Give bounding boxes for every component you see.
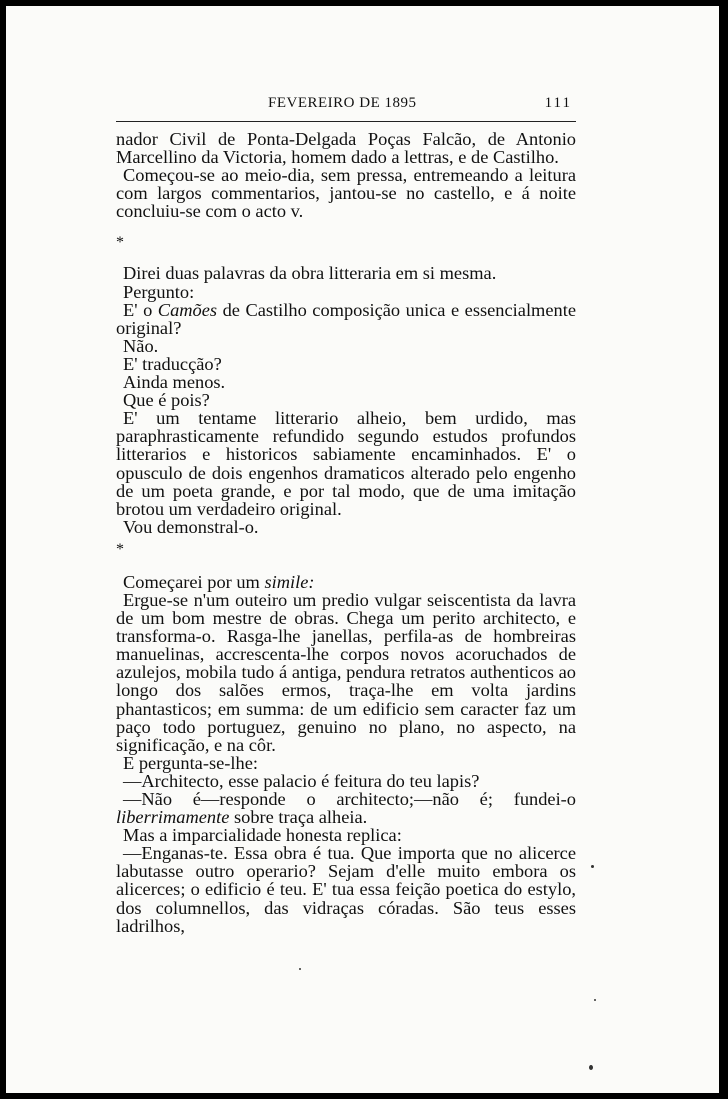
paragraph: —Enganas-te. Essa obra é tua. Que importa que no alicerce labutasse outro operario? Sejam d'elle muito embora os alicerces; o edificio é teu. E' tua essa feição poetica do estylo, dos columnellos, das vidraças córadas. São teus esses ladrilhos, [116, 843, 576, 936]
paragraph: Direi duas palavras da obra litteraria em si mesma. [123, 263, 497, 284]
section-separator: * [116, 540, 124, 558]
page-number: 111 [544, 95, 572, 111]
speck-mark [299, 968, 301, 970]
paragraph: Não. [123, 335, 159, 356]
paragraph: E' traducção? [123, 353, 222, 374]
body-text [116, 130, 576, 935]
paragraph: nador Civil de Ponta-Delgada Poças Falcão, de Antonio Marcellino da Victoria, homem dado a lettras, e de Castilho. [116, 129, 576, 168]
paragraph: Mas a imparcialidade honesta replica: [123, 825, 402, 846]
paragraph: Vou demonstral-o. [123, 516, 259, 537]
paragraph: E' o Camões de Castilho composição unica e essencialmente original? [116, 299, 576, 338]
emphasis: liberrimamente [116, 807, 230, 828]
speck-mark [589, 1065, 593, 1070]
paragraph: E' um tentame litterario alheio, bem urdido, mas paraphrasticamente refundido segundo estudos profundos litterarios e historicos sabiamente encaminhados. E' o opusculo de dois engenhos dramaticos alterado pelo engenho de um poeta grande, e por tal modo, que de uma imitação brotou um verdadeiro original. [116, 408, 576, 519]
header-title: FEVEREIRO DE 1895 [268, 95, 417, 111]
book-page [6, 6, 719, 1093]
header-rule [116, 121, 576, 122]
paragraph: Ergue-se n'um outeiro um predio vulgar seiscentista da lavra de um bom mestre de obras. Chega um perito architecto, e transforma-o. Rasga-lhe janellas, perfila-as de hombreiras manuelinas, accrescenta-lhe corpos novos acoruchados de azulejos, mobila tudo á antiga, pendura retratos authenticos ao longo dos salões ermos, traça-lhe em volta jardins phantasticos; em summa: de um edificio sem caracter faz um paço todo portuguez, genuino no plano, no aspecto, na significação, e na côr. [116, 589, 576, 755]
speck-mark [594, 999, 596, 1001]
paragraph: Ainda menos. [123, 372, 226, 393]
paragraph: —Não é—responde o architecto;—não é; fundei-o liberrimamente sobre traça alheia. [116, 789, 576, 828]
section-separator: * [116, 234, 124, 252]
paragraph: E pergunta-se-lhe: [123, 752, 258, 773]
paragraph: Que é pois? [123, 390, 210, 411]
paragraph: —Architecto, esse palacio é feitura do teu lapis? [123, 770, 480, 791]
emphasis: Camões [157, 299, 218, 320]
paragraph: Pergunto: [123, 281, 195, 302]
speck-mark [591, 865, 594, 868]
paragraph: Começarei por um simile: [123, 571, 315, 592]
running-header [116, 91, 576, 119]
emphasis: simile: [264, 571, 315, 592]
paragraph: Começou-se ao meio-dia, sem pressa, entremeando a leitura com largos commentarios, jantou-se no castello, e á noite concluiu-se com o acto v. [116, 165, 576, 222]
